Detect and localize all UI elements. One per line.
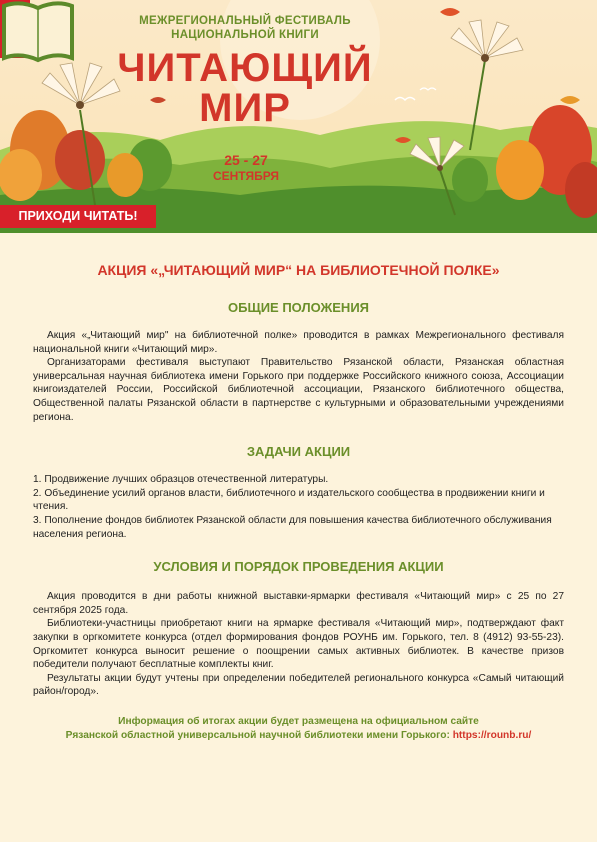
main-title: АКЦИЯ «„ЧИТАЮЩИЙ МИР“ НА БИБЛИОТЕЧНОЙ ПОЛКЕ» [97, 262, 500, 278]
tasks-list [0, 473, 597, 541]
info-line-2 [0, 729, 597, 743]
festival-title [100, 48, 390, 128]
date-book-icon [0, 0, 76, 64]
festival-subtitle-line1: МЕЖРЕГИОНАЛЬНЫЙ ФЕСТИВАЛЬ [139, 15, 351, 27]
conditions-paragraph-2: Библиотеки-участницы приобретают книги на ярмарке фестиваля «Читающий мир», подтверждают факт закупки в оргкомитете конкурса (отдел формирования фондов РОУНБ им. Горького, тел. 8 (4912) 93-55-23). Оргкомитет конкурса выносит решение о поощрении самых активных библиотек. В качестве призов победители получают бесплатные комплекты книг. [33, 618, 564, 671]
document-body [0, 262, 597, 743]
info-block [0, 715, 597, 743]
list-item: 2. Объединение усилий органов власти, библиотечного и издательского сообщества в продвижении книги и чтения. [33, 487, 545, 513]
slogan-badge: ПРИХОДИ ЧИТАТЬ! [0, 205, 156, 228]
festival-subtitle-line2: НАЦИОНАЛЬНОЙ КНИГИ [171, 29, 319, 41]
list-item: 3. Пополнение фондов библиотек Рязанской области для повышения качества библиотечного обслуживания населения региона. [33, 514, 552, 540]
festival-title-line2: МИР [199, 86, 291, 130]
festival-subtitle [110, 14, 380, 42]
section-title-conditions: УСЛОВИЯ И ПОРЯДОК ПРОВЕДЕНИЯ АКЦИИ [153, 559, 444, 575]
festival-banner [0, 0, 597, 233]
conditions-paragraph-3: Результаты акции будут учтены при определении победителей регионального конкурса «Самый читающий район/город». [33, 672, 564, 698]
general-paragraph-2: Организаторами фестиваля выступают Правительство Рязанской области, Рязанская областная универсальная научная библиотека имени Горького при поддержке Российского книжного союза, Ассоциации книгоиздателей России, Российской библиотечной ассоциации, Рязанского библиотечного общества, Общественной палаты Рязанской области в партнерстве с культурными и образовательными учреждениями региона. [33, 357, 564, 423]
list-item: 1. Продвижение лучших образцов отечественной литературы. [33, 474, 329, 486]
info-line-1: Информация об итогах акции будет размещена на официальном сайте [118, 715, 479, 727]
general-paragraph-1: Акция «„Читающий мир" на библиотечной полке» проводится в рамках Межрегионального фестиваля национальной книги «Читающий мир». [33, 330, 564, 355]
festival-title-line1: ЧИТАЮЩИЙ [117, 46, 373, 90]
date-days: 25 - 27 [224, 152, 268, 168]
website-link[interactable]: https://rounb.ru/ [452, 729, 532, 741]
conditions-paragraph-1: Акция проводится в дни работы книжной выставки-ярмарки фестиваля «Читающий мир» с 25 по 27 сентября 2025 года. [33, 591, 564, 616]
section-title-tasks: ЗАДАЧИ АКЦИИ [246, 444, 351, 460]
section-title-general: ОБЩИЕ ПОЛОЖЕНИЯ [227, 300, 370, 315]
date-month: СЕНТЯБРЯ [212, 169, 280, 183]
info-line-2-text: Рязанской областной универсальной научной библиотеки имени Горького: [65, 729, 453, 741]
